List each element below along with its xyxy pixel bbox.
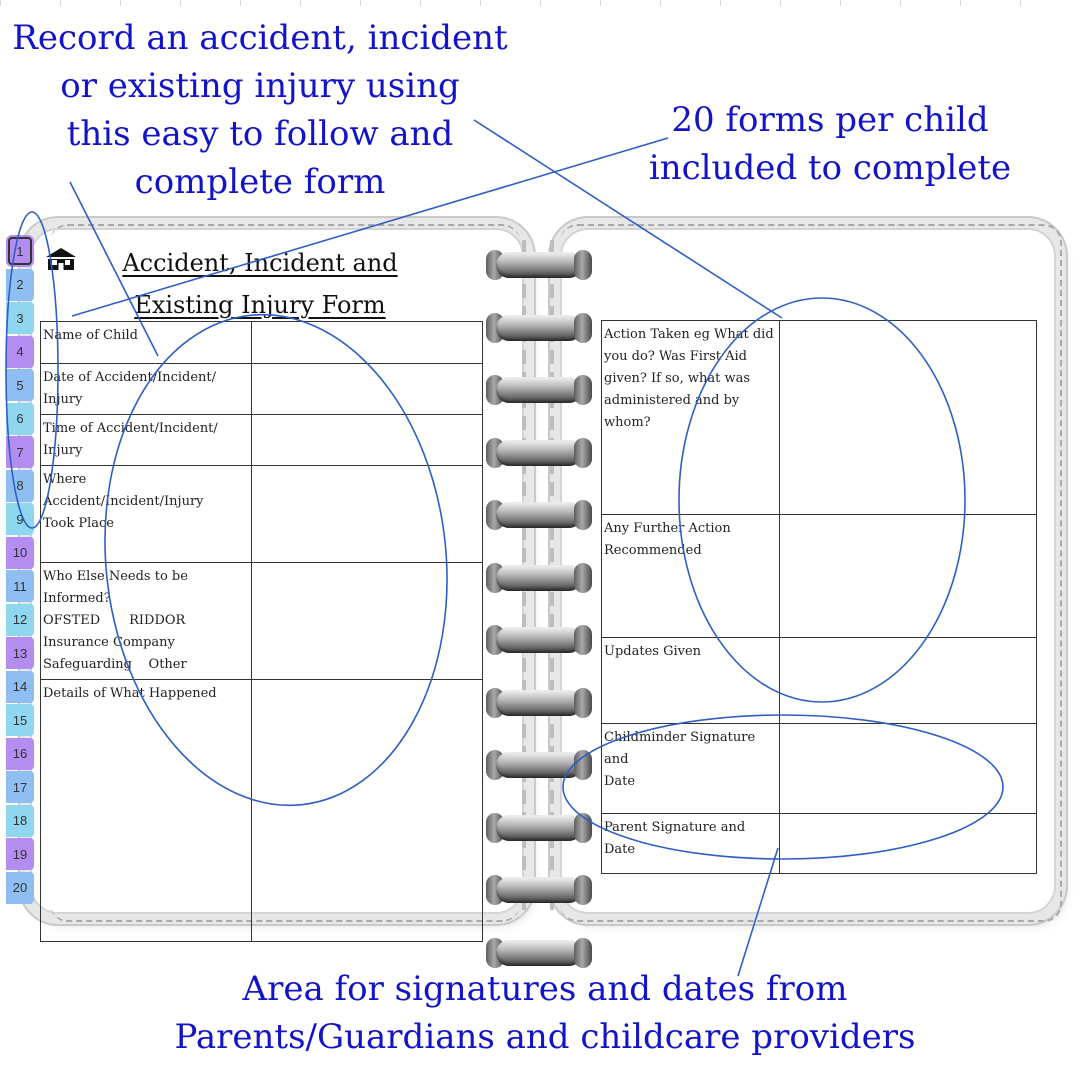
tab-4[interactable]: 4 <box>6 336 34 368</box>
action-taken-field[interactable] <box>780 321 1037 515</box>
tab-9[interactable]: 9 <box>6 503 34 535</box>
caption-form-description: Record an accident, incident or existing injury using this easy to follow and complete form <box>12 18 508 202</box>
table-row <box>41 563 483 680</box>
tab-6[interactable]: 6 <box>6 403 34 435</box>
table-row <box>602 638 1037 724</box>
parent-signature-label: Parent Signature and Date <box>602 814 780 874</box>
table-row <box>602 515 1037 638</box>
caption-forms-per-child: 20 forms per child included to complete <box>648 100 1012 188</box>
spiral-ring <box>486 748 592 782</box>
tab-13[interactable]: 13 <box>6 637 34 669</box>
tab-1[interactable]: 1 <box>6 235 34 267</box>
spiral-ring <box>486 936 592 970</box>
form-title: Accident, Incident and Existing Injury Form <box>122 249 398 319</box>
tab-3[interactable]: 3 <box>6 302 34 334</box>
spiral-ring <box>486 311 592 345</box>
name-of-child-label: Name of Child <box>41 322 252 364</box>
right-form-table <box>601 320 1037 874</box>
caption-signatures-area: Area for signatures and dates from Parents/Guardians and childcare providers <box>174 969 916 1057</box>
tab-7[interactable]: 7 <box>6 436 34 468</box>
spiral-ring <box>486 561 592 595</box>
top-grid <box>0 0 1080 6</box>
further-action-field[interactable] <box>780 515 1037 638</box>
tab-5[interactable]: 5 <box>6 369 34 401</box>
where-took-place-field[interactable] <box>252 466 483 563</box>
tab-15[interactable]: 15 <box>6 704 34 736</box>
childminder-signature-field[interactable] <box>780 724 1037 814</box>
tab-18[interactable]: 18 <box>6 805 34 837</box>
table-row <box>41 322 483 364</box>
where-took-place-label: Where Accident/Incident/Injury Took Place <box>41 466 252 563</box>
spiral-ring <box>486 373 592 407</box>
tab-17[interactable]: 17 <box>6 771 34 803</box>
table-row <box>41 466 483 563</box>
table-row <box>41 364 483 415</box>
spiral-ring <box>486 811 592 845</box>
details-field[interactable] <box>252 680 483 942</box>
spiral-ring <box>486 686 592 720</box>
table-row <box>602 814 1037 874</box>
spiral-ring <box>486 873 592 907</box>
house-icon[interactable] <box>44 246 78 274</box>
tab-19[interactable]: 19 <box>6 838 34 870</box>
table-row <box>602 321 1037 515</box>
name-of-child-field[interactable] <box>252 322 483 364</box>
tab-16[interactable]: 16 <box>6 738 34 770</box>
who-else-informed-label: Who Else Needs to be Informed? OFSTED RIDDOR Insurance Company Safeguarding Other <box>41 563 252 680</box>
action-taken-label: Action Taken eg What did you do? Was First Aid given? If so, what was administered and by whom? <box>602 321 780 515</box>
date-of-accident-label: Date of Accident/Incident/ Injury <box>41 364 252 415</box>
spiral-ring <box>486 436 592 470</box>
tab-8[interactable]: 8 <box>6 470 34 502</box>
table-row <box>602 724 1037 814</box>
left-form-table <box>40 321 483 942</box>
tab-2[interactable]: 2 <box>6 269 34 301</box>
parent-signature-field[interactable] <box>780 814 1037 874</box>
spiral-ring <box>486 498 592 532</box>
tab-12[interactable]: 12 <box>6 604 34 636</box>
updates-given-field[interactable] <box>780 638 1037 724</box>
spiral-ring <box>486 623 592 657</box>
page-tabs <box>6 235 34 915</box>
table-row <box>41 415 483 466</box>
further-action-label: Any Further Action Recommended <box>602 515 780 638</box>
date-of-accident-field[interactable] <box>252 364 483 415</box>
table-row <box>41 680 483 942</box>
updates-given-label: Updates Given <box>602 638 780 724</box>
planner-spine <box>516 240 562 910</box>
childminder-signature-label: Childminder Signature and Date <box>602 724 780 814</box>
tab-14[interactable]: 14 <box>6 671 34 703</box>
tab-11[interactable]: 11 <box>6 570 34 602</box>
details-label: Details of What Happened <box>41 680 252 942</box>
tab-10[interactable]: 10 <box>6 537 34 569</box>
time-of-accident-field[interactable] <box>252 415 483 466</box>
who-else-informed-field[interactable] <box>252 563 483 680</box>
spiral-ring <box>486 248 592 282</box>
tab-20[interactable]: 20 <box>6 872 34 904</box>
time-of-accident-label: Time of Accident/Incident/ Injury <box>41 415 252 466</box>
